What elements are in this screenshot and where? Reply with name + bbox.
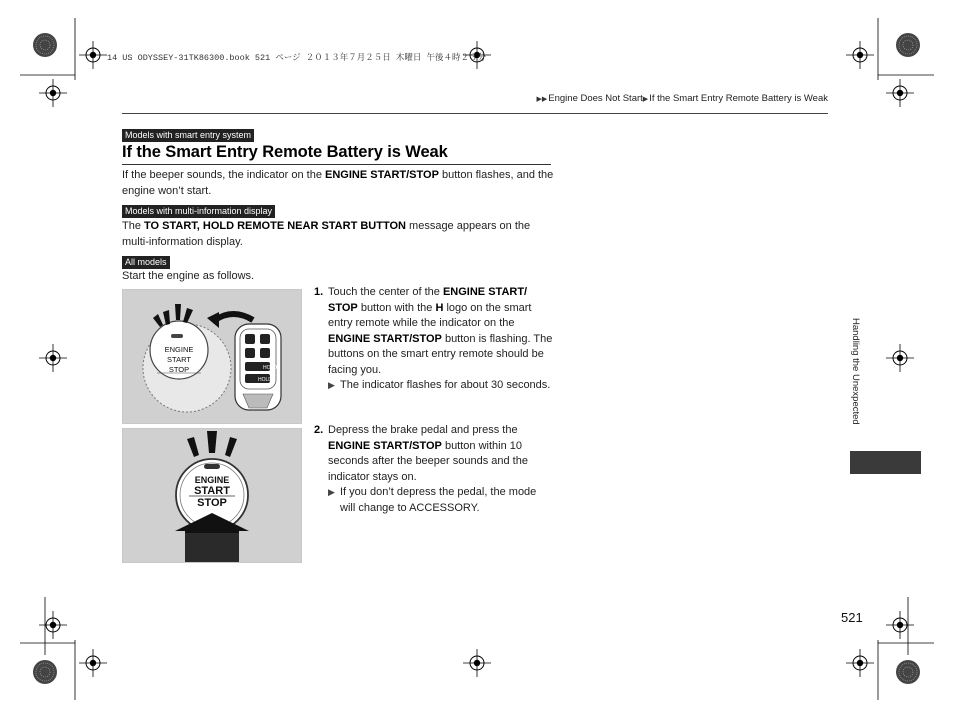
fig2-button-line3: STOP bbox=[197, 497, 227, 509]
step-2-note bbox=[328, 485, 554, 516]
remote-hold-label-2: HOLD bbox=[258, 377, 272, 383]
fig1-button-line1: ENGINE bbox=[164, 345, 194, 354]
step-2-number: 2. bbox=[314, 424, 324, 436]
section-title: If the Smart Entry Remote Battery is Weak bbox=[122, 143, 448, 161]
breadcrumb-arrow-icon: ▶▶ bbox=[536, 96, 548, 103]
intro-text: If the beeper sounds, the indicator on the bbox=[122, 169, 326, 181]
step-2-text: button within 10 seconds after the beeper sounds and the indicator stays on. bbox=[328, 439, 528, 483]
intro-paragraph bbox=[122, 168, 554, 199]
intro-bold: ENGINE START/STOP bbox=[325, 169, 439, 181]
fig2-button-line2: START bbox=[194, 485, 230, 497]
note-arrow-icon: ▶ bbox=[328, 487, 335, 497]
step-2-text: Depress the brake pedal and press the bbox=[328, 424, 518, 436]
remote-hold-label-1: HOLD bbox=[263, 365, 277, 371]
fig1-button-line3: STOP bbox=[168, 365, 190, 374]
multi-info-text: The bbox=[122, 220, 145, 232]
fig1-button-line2: START bbox=[167, 355, 191, 364]
note-arrow-icon: ▶ bbox=[328, 380, 335, 390]
figure-remote-touch bbox=[122, 289, 302, 424]
flash-rays-icon bbox=[187, 431, 237, 457]
side-chapter-label: Handling the Unexpected bbox=[850, 318, 861, 425]
step-1-number: 1. bbox=[314, 286, 324, 298]
remote-illustration bbox=[123, 290, 301, 423]
title-divider bbox=[122, 164, 551, 165]
chapter-tab bbox=[850, 451, 921, 474]
tag-all-models: All models bbox=[122, 256, 170, 269]
page-number: 521 bbox=[841, 610, 863, 625]
tag-smart-entry: Models with smart entry system bbox=[122, 129, 254, 142]
multi-info-paragraph bbox=[122, 219, 554, 250]
tag-multi-info: Models with multi-information display bbox=[122, 205, 275, 218]
step-2 bbox=[314, 423, 554, 516]
step-1-text: logo on the smart entry remote while the indicator on the bbox=[328, 301, 532, 329]
step-1-note bbox=[328, 378, 554, 394]
multi-info-bold: TO START, HOLD REMOTE NEAR START BUTTON bbox=[144, 220, 406, 232]
step-1-text: button with the bbox=[357, 301, 436, 314]
step-2-bold: ENGINE START/STOP bbox=[328, 439, 442, 452]
step-1-bold: ENGINE START/STOP bbox=[328, 332, 442, 345]
multi-info-text-end: message appears on the multi-information display. bbox=[122, 220, 531, 248]
step-1-note-text: The indicator flashes for about 30 seconds. bbox=[340, 379, 551, 391]
curved-arrow-icon bbox=[207, 312, 219, 328]
fig2-button-line1: ENGINE bbox=[194, 475, 230, 485]
step-1-text: button is flashing. The buttons on the smart entry remote should be facing you. bbox=[328, 332, 553, 376]
smart-entry-remote-icon bbox=[235, 324, 281, 410]
step-1-bold: H bbox=[435, 301, 444, 314]
step-1-bold: ENGINE START/ STOP bbox=[328, 286, 528, 314]
figure-press-button bbox=[122, 428, 302, 563]
step-1 bbox=[314, 285, 554, 394]
intro-text-end: button flashes, and the engine won’t start. bbox=[122, 169, 554, 197]
press-button-illustration bbox=[123, 429, 301, 562]
breadcrumb-item-current: If the Smart Entry Remote Battery is Weak bbox=[649, 93, 828, 104]
start-instruction: Start the engine as follows. bbox=[122, 270, 255, 282]
step-2-note-text: If you don’t depress the pedal, the mode will change to ACCESSORY. bbox=[340, 486, 537, 514]
breadcrumb-arrow-icon: ▶ bbox=[642, 96, 649, 103]
header-divider bbox=[122, 113, 828, 114]
breadcrumb-item-engine-does-not-start[interactable]: Engine Does Not Start bbox=[548, 93, 643, 104]
breadcrumb bbox=[536, 93, 828, 104]
step-1-text: Touch the center of the bbox=[328, 286, 443, 298]
print-header: 14 US ODYSSEY-31TK86300.book 521 ページ ２０１３年７月２５日 木曜日 午後４時２３分 bbox=[107, 53, 486, 63]
